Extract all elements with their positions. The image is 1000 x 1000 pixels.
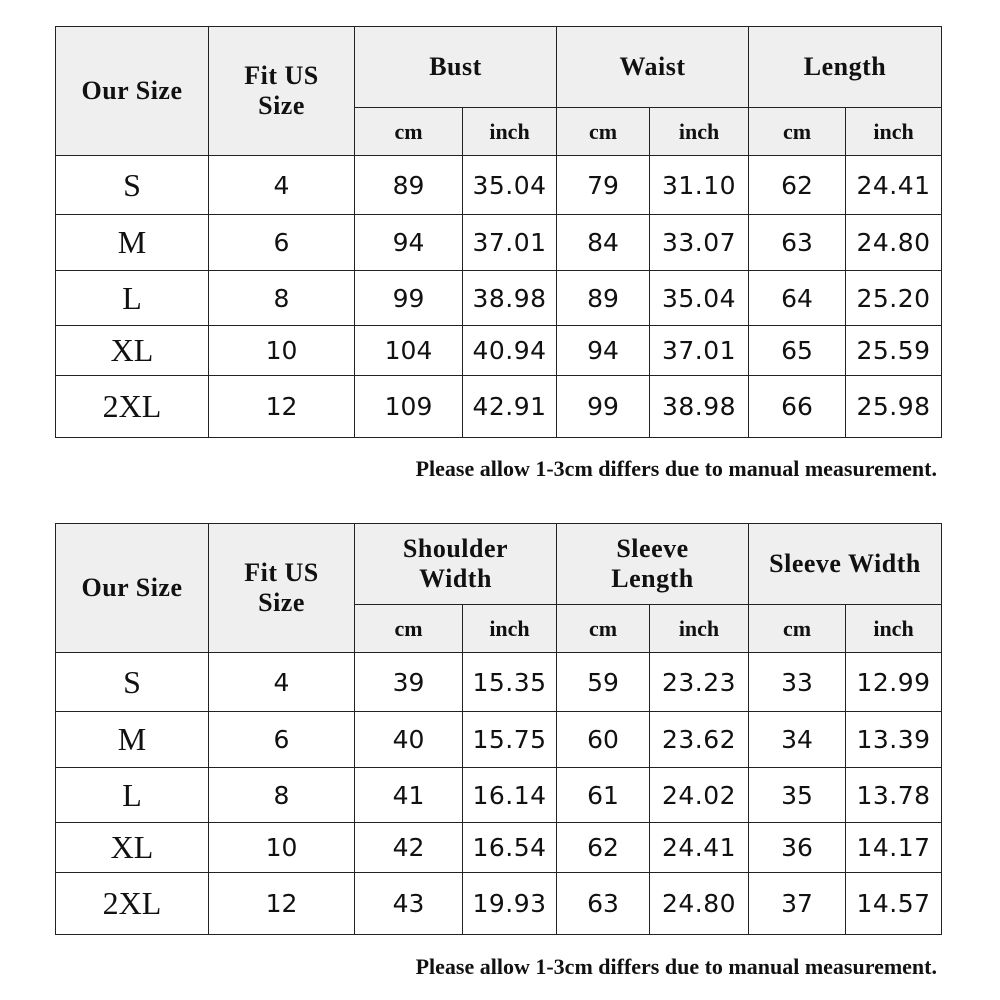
size-cell: XL [56, 326, 209, 376]
unit-header: inch [650, 108, 749, 156]
header-group-label: Waist [619, 52, 686, 81]
value-cell: 37.01 [650, 326, 749, 376]
value-cell: 14.17 [846, 823, 942, 873]
unit-header: inch [846, 605, 942, 653]
table-header-row [56, 524, 942, 605]
fit-cell: 12 [209, 376, 355, 438]
header-group-label: Width [419, 564, 492, 593]
value-cell: 43 [355, 873, 463, 935]
fit-cell: 10 [209, 326, 355, 376]
header-our-size: Our Size [56, 524, 209, 653]
value-cell: 25.98 [846, 376, 942, 438]
value-cell: 89 [557, 271, 650, 326]
value-cell: 40.94 [463, 326, 557, 376]
value-cell: 35.04 [650, 271, 749, 326]
fit-cell: 6 [209, 712, 355, 768]
value-cell: 15.35 [463, 653, 557, 712]
value-cell: 62 [557, 823, 650, 873]
value-cell: 37 [749, 873, 846, 935]
value-cell: 14.57 [846, 873, 942, 935]
table-row [56, 156, 942, 215]
header-fit-us-size [209, 27, 355, 156]
header-waist [557, 27, 749, 108]
header-length [749, 27, 942, 108]
value-cell: 40 [355, 712, 463, 768]
value-cell: 64 [749, 271, 846, 326]
header-bust [355, 27, 557, 108]
value-cell: 37.01 [463, 215, 557, 271]
value-cell: 99 [355, 271, 463, 326]
value-cell: 63 [749, 215, 846, 271]
size-chart-table-1 [55, 26, 942, 438]
header-fit-us-line1: Fit US [244, 61, 319, 90]
unit-header: inch [463, 605, 557, 653]
measurement-note: Please allow 1-3cm differs due to manual measurement. [415, 456, 937, 481]
size-cell: L [56, 271, 209, 326]
value-cell: 38.98 [650, 376, 749, 438]
fit-cell: 6 [209, 215, 355, 271]
value-cell: 15.75 [463, 712, 557, 768]
value-cell: 24.41 [846, 156, 942, 215]
table-row [56, 823, 942, 873]
header-group-label: Sleeve Width [769, 549, 921, 578]
table-row [56, 326, 942, 376]
header-fit-us-line2: Size [258, 91, 305, 120]
value-cell: 89 [355, 156, 463, 215]
size-chart-table-2 [55, 523, 942, 935]
header-group-label: Length [611, 564, 694, 593]
table-row [56, 653, 942, 712]
table-row [56, 873, 942, 935]
value-cell: 13.78 [846, 768, 942, 823]
unit-header: cm [355, 108, 463, 156]
unit-header: inch [650, 605, 749, 653]
table-row [56, 376, 942, 438]
unit-header: cm [355, 605, 463, 653]
unit-header: inch [846, 108, 942, 156]
value-cell: 33 [749, 653, 846, 712]
unit-header: cm [749, 108, 846, 156]
table-row [56, 215, 942, 271]
value-cell: 38.98 [463, 271, 557, 326]
table-row [56, 712, 942, 768]
value-cell: 24.02 [650, 768, 749, 823]
value-cell: 62 [749, 156, 846, 215]
value-cell: 25.59 [846, 326, 942, 376]
value-cell: 24.80 [846, 215, 942, 271]
value-cell: 24.41 [650, 823, 749, 873]
fit-cell: 12 [209, 873, 355, 935]
size-cell: S [56, 156, 209, 215]
value-cell: 41 [355, 768, 463, 823]
value-cell: 25.20 [846, 271, 942, 326]
table-row [56, 768, 942, 823]
unit-header: cm [557, 108, 650, 156]
measurement-note: Please allow 1-3cm differs due to manual measurement. [415, 954, 937, 979]
size-cell: M [56, 712, 209, 768]
value-cell: 31.10 [650, 156, 749, 215]
value-cell: 12.99 [846, 653, 942, 712]
header-our-size: Our Size [56, 27, 209, 156]
value-cell: 59 [557, 653, 650, 712]
value-cell: 35.04 [463, 156, 557, 215]
header-fit-us-size [209, 524, 355, 653]
header-shoulder-width [355, 524, 557, 605]
unit-header: inch [463, 108, 557, 156]
value-cell: 16.14 [463, 768, 557, 823]
value-cell: 23.62 [650, 712, 749, 768]
size-cell: 2XL [56, 376, 209, 438]
table-row [56, 271, 942, 326]
value-cell: 94 [557, 326, 650, 376]
size-cell: XL [56, 823, 209, 873]
value-cell: 35 [749, 768, 846, 823]
value-cell: 65 [749, 326, 846, 376]
value-cell: 94 [355, 215, 463, 271]
value-cell: 39 [355, 653, 463, 712]
table-header-row [56, 27, 942, 108]
header-group-label: Shoulder [402, 534, 509, 563]
size-cell: S [56, 653, 209, 712]
fit-cell: 4 [209, 156, 355, 215]
value-cell: 23.23 [650, 653, 749, 712]
value-cell: 79 [557, 156, 650, 215]
fit-cell: 10 [209, 823, 355, 873]
header-fit-us-line2: Size [258, 588, 305, 617]
value-cell: 84 [557, 215, 650, 271]
value-cell: 61 [557, 768, 650, 823]
unit-header: cm [557, 605, 650, 653]
value-cell: 33.07 [650, 215, 749, 271]
value-cell: 104 [355, 326, 463, 376]
size-cell: L [56, 768, 209, 823]
size-cell: 2XL [56, 873, 209, 935]
fit-cell: 4 [209, 653, 355, 712]
value-cell: 109 [355, 376, 463, 438]
header-fit-us-line1: Fit US [244, 558, 319, 587]
unit-header: cm [749, 605, 846, 653]
header-sleeve-width [749, 524, 942, 605]
header-group-label: Bust [429, 52, 482, 81]
header-group-label: Length [803, 52, 887, 81]
value-cell: 42 [355, 823, 463, 873]
value-cell: 13.39 [846, 712, 942, 768]
value-cell: 34 [749, 712, 846, 768]
value-cell: 99 [557, 376, 650, 438]
value-cell: 60 [557, 712, 650, 768]
value-cell: 19.93 [463, 873, 557, 935]
value-cell: 24.80 [650, 873, 749, 935]
value-cell: 16.54 [463, 823, 557, 873]
size-cell: M [56, 215, 209, 271]
value-cell: 63 [557, 873, 650, 935]
fit-cell: 8 [209, 271, 355, 326]
header-group-label: Sleeve [616, 534, 689, 563]
value-cell: 66 [749, 376, 846, 438]
header-sleeve-length [557, 524, 749, 605]
fit-cell: 8 [209, 768, 355, 823]
value-cell: 42.91 [463, 376, 557, 438]
value-cell: 36 [749, 823, 846, 873]
